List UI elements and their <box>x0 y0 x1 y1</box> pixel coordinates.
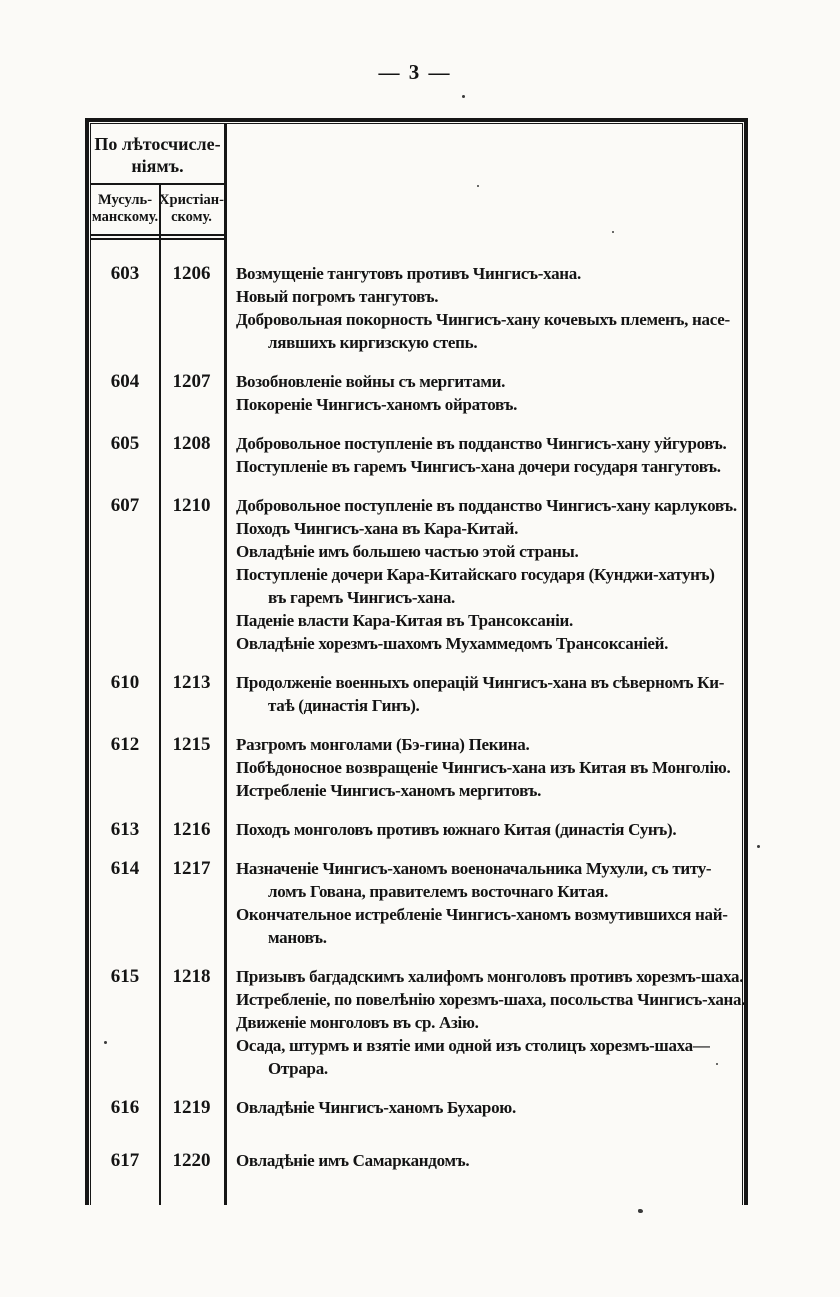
event-line: Истребленіе Чингисъ-ханомъ мергитовъ. <box>236 781 542 800</box>
table-row <box>91 733 742 802</box>
span-header-line: ніямъ. <box>131 156 184 176</box>
event-line: лявшихъ киргизскую степь. <box>268 333 478 352</box>
table-header <box>91 124 224 240</box>
event-line: Назначеніе Чингисъ-ханомъ военоначальника Мухули, съ титу- <box>236 859 712 878</box>
christian-year-cell: 1218 <box>172 966 211 987</box>
events-cell <box>236 432 742 478</box>
event-line: Разгромъ монголами (Бэ-гина) Пекина. <box>236 735 530 754</box>
event-line: Отрара. <box>268 1059 328 1078</box>
christian-year-cell: 1220 <box>172 1150 211 1171</box>
event-line: Овладѣніе хорезмъ-шахомъ Мухаммедомъ Трансоксаніей. <box>236 634 669 653</box>
events-cell <box>236 1096 742 1119</box>
christian-year-cell: 1219 <box>172 1097 211 1118</box>
header-double-rule <box>91 234 224 240</box>
event-line: таѣ (династія Гинъ). <box>268 696 420 715</box>
event-line: Возмущеніе тангутовъ противъ Чингисъ-хана. <box>236 264 581 283</box>
muslim-column-header <box>91 185 159 234</box>
event-line: Истребленіе, по повелѣнію хорезмъ-шаха, посольства Чингисъ-хана. <box>236 990 746 1009</box>
events-cell <box>236 733 742 802</box>
span-header-title <box>91 124 224 177</box>
christian-column-header-line: скому. <box>171 209 212 225</box>
event-line: Окончательное истребленіе Чингисъ-ханомъ возмутившихся най- <box>236 905 728 924</box>
event-line: въ гаремъ Чингисъ-хана. <box>268 588 455 607</box>
event-line: Овладѣніе имъ большею частью этой страны. <box>236 542 579 561</box>
scan-speck <box>757 845 760 848</box>
event-line: Призывъ багдадскимъ халифомъ монголовъ противъ хорезмъ-шаха. <box>236 967 744 986</box>
events-cell <box>236 857 742 949</box>
events-cell <box>236 965 746 1080</box>
event-line: Покореніе Чингисъ-ханомъ ойратовъ. <box>236 395 518 414</box>
year-columns-divider <box>159 185 161 1205</box>
event-line: Овладѣніе Чингисъ-ханомъ Бухарою. <box>236 1098 516 1117</box>
muslim-year-cell: 613 <box>110 819 140 840</box>
event-line: Походъ монголовъ противъ южнаго Китая (династія Сунъ). <box>236 820 677 839</box>
muslim-year-cell: 603 <box>110 263 140 284</box>
events-cell <box>236 494 742 655</box>
event-line: Паденіе власти Кара-Китая въ Трансоксаніи. <box>236 611 573 630</box>
table-row <box>91 494 742 655</box>
scan-speck <box>104 1041 107 1044</box>
scan-speck <box>462 95 465 98</box>
event-line: Овладѣніе имъ Самаркандомъ. <box>236 1151 470 1170</box>
sub-headers <box>91 185 224 234</box>
table-body <box>91 124 746 1172</box>
events-cell <box>236 671 742 717</box>
table-row <box>91 818 742 841</box>
event-line: Возобновленіе войны съ мергитами. <box>236 372 506 391</box>
christian-column-header <box>159 185 224 234</box>
event-line: ломъ Гована, правителемъ восточнаго Китая. <box>268 882 609 901</box>
table-row <box>91 671 742 717</box>
event-line: Походъ Чингисъ-хана въ Кара-Китай. <box>236 519 519 538</box>
span-header-line: По лѣтосчисле- <box>94 134 221 154</box>
christian-year-cell: 1210 <box>172 495 211 516</box>
table-row <box>91 965 746 1080</box>
muslim-column-header-line: Мусуль- <box>97 192 153 208</box>
muslim-year-cell: 615 <box>110 966 140 987</box>
christian-year-cell: 1206 <box>172 263 211 284</box>
christian-year-cell: 1215 <box>172 734 211 755</box>
scan-speck <box>638 1209 643 1213</box>
events-cell <box>236 818 742 841</box>
event-line: Побѣдоносное возвращеніе Чингисъ-хана изъ Китая въ Монголію. <box>236 758 731 777</box>
table-row <box>91 1096 742 1119</box>
muslim-column-header-line: манскому. <box>91 209 159 225</box>
muslim-year-cell: 610 <box>110 672 140 693</box>
table-row <box>91 857 742 949</box>
event-line: Осада, штурмъ и взятіе ими одной изъ столицъ хорезмъ-шаха— <box>236 1036 710 1055</box>
christian-column-header-line: Христіан- <box>159 192 224 208</box>
event-line: Продолженіе военныхъ операцій Чингисъ-хана въ сѣверномъ Ки- <box>236 673 725 692</box>
christian-year-cell: 1217 <box>172 858 211 879</box>
table-row <box>91 262 742 354</box>
event-line: Движеніе монголовъ въ ср. Азію. <box>236 1013 479 1032</box>
event-line: Поступленіе дочери Кара-Китайскаго государя (Кунджи-хатунъ) <box>236 565 715 584</box>
event-line: Добровольная покорность Чингисъ-хану кочевыхъ племенъ, насе- <box>236 310 730 329</box>
event-line: Поступленіе въ гаремъ Чингисъ-хана дочери государя тангутовъ. <box>236 457 721 476</box>
table-inner-frame <box>90 123 746 1205</box>
muslim-year-cell: 605 <box>110 433 140 454</box>
page-number: — 3 — <box>378 60 452 84</box>
table-row <box>91 1149 742 1172</box>
table-row <box>91 432 742 478</box>
muslim-year-cell: 612 <box>110 734 140 755</box>
event-line: Добровольное поступленіе въ подданство Чингисъ-хану карлуковъ. <box>236 496 737 515</box>
muslim-year-cell: 614 <box>110 858 140 879</box>
scan-speck <box>716 1063 718 1065</box>
christian-year-cell: 1216 <box>172 819 211 840</box>
events-cell <box>236 262 742 354</box>
scan-speck <box>612 231 614 233</box>
event-line: мановъ. <box>268 928 327 947</box>
muslim-year-cell: 604 <box>110 371 140 392</box>
christian-year-cell: 1213 <box>172 672 211 693</box>
events-cell <box>236 1149 742 1172</box>
scan-speck <box>477 185 479 187</box>
events-cell <box>236 370 742 416</box>
christian-year-cell: 1207 <box>172 371 211 392</box>
muslim-year-cell: 616 <box>110 1097 140 1118</box>
event-line: Новый погромъ тангутовъ. <box>236 287 439 306</box>
table-row <box>91 370 742 416</box>
dates-events-divider <box>224 124 227 1205</box>
chronology-table <box>85 118 748 1205</box>
muslim-year-cell: 607 <box>110 495 140 516</box>
event-line: Добровольное поступленіе въ подданство Чингисъ-хану уйгуровъ. <box>236 434 727 453</box>
christian-year-cell: 1208 <box>172 433 211 454</box>
muslim-year-cell: 617 <box>110 1150 140 1171</box>
